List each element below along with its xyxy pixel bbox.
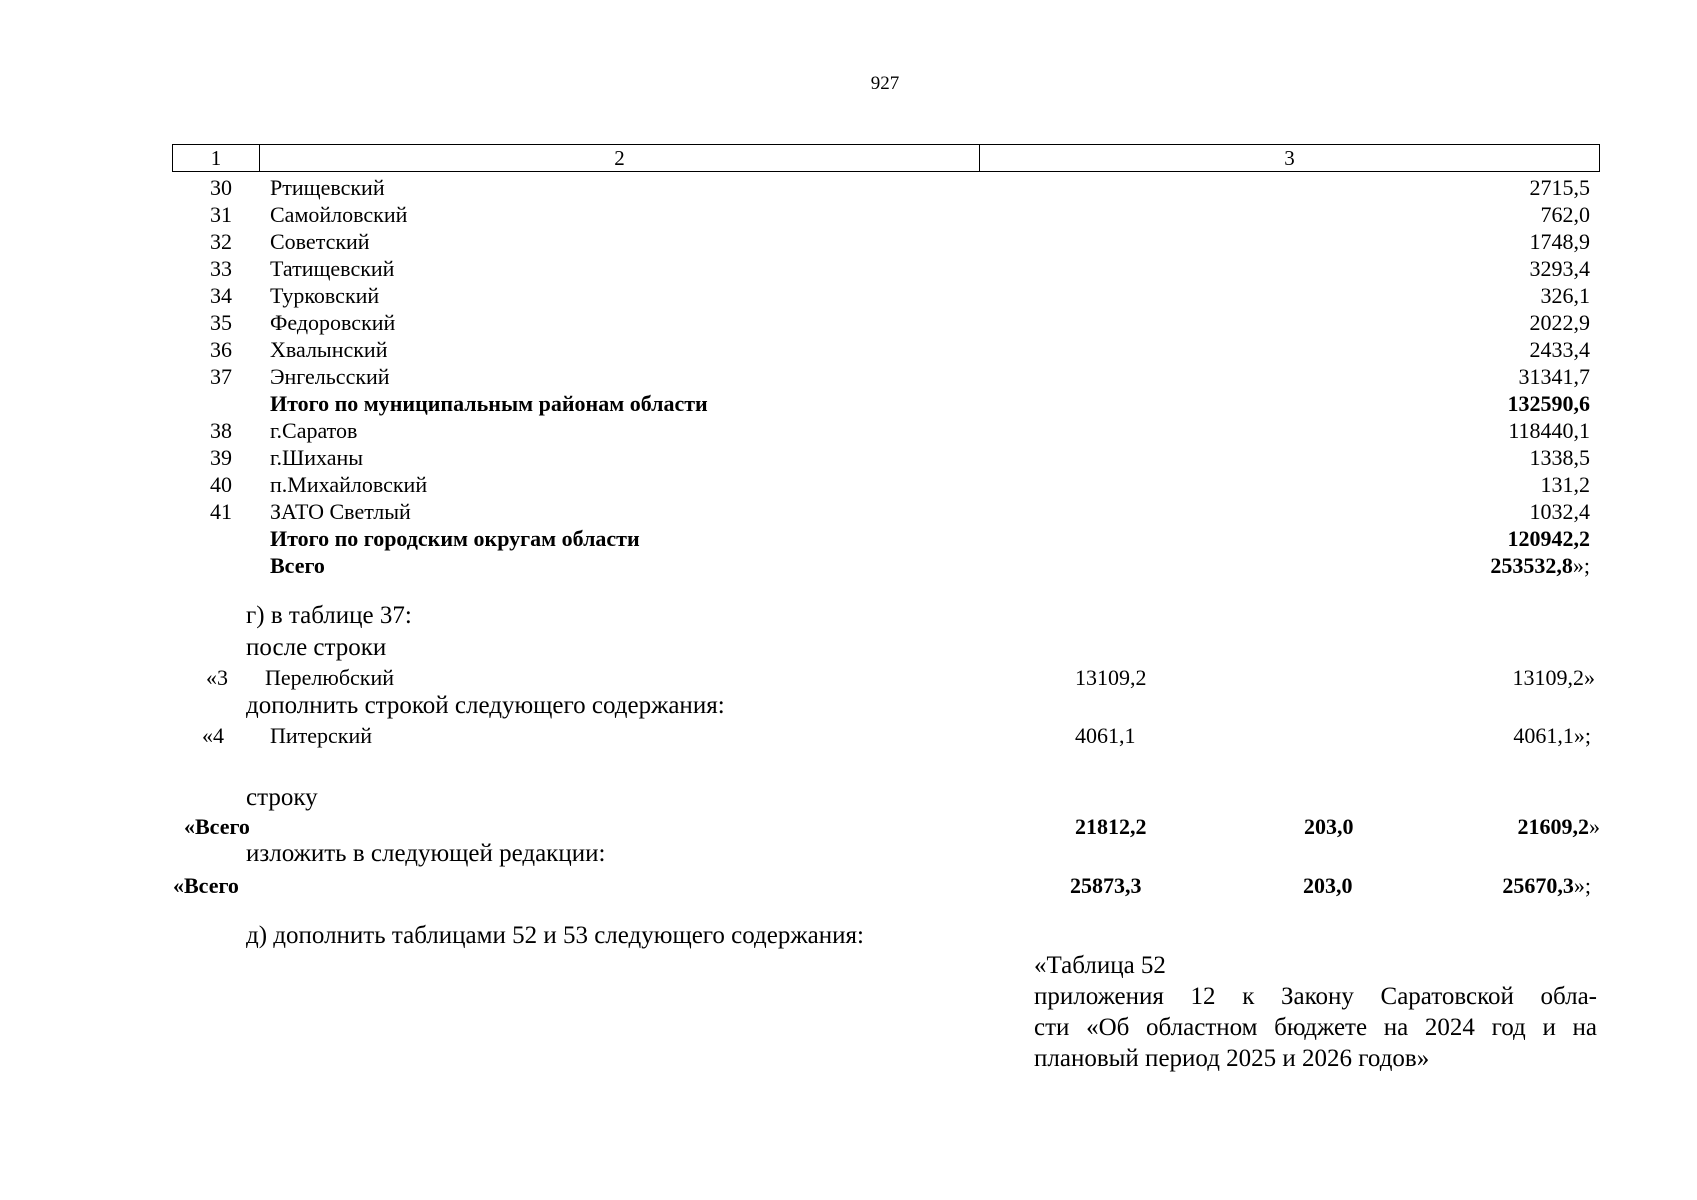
- piter-num: «4: [202, 723, 224, 748]
- header-col-2: 2: [260, 145, 980, 171]
- row-name: ЗАТО Светлый: [270, 499, 411, 524]
- row-value: 132590,6: [1507, 391, 1590, 416]
- header-col-3: 3: [1284, 145, 1295, 170]
- row-value: 2022,9: [1529, 310, 1590, 335]
- after-row-label: после строки: [246, 634, 387, 661]
- row-value: 2715,5: [1529, 175, 1590, 200]
- row-value: 1032,4: [1529, 499, 1590, 524]
- perelyub-col3: 13109,2: [1075, 665, 1147, 690]
- old-total-col5: 21609,2»: [1517, 814, 1600, 839]
- row-value: 762,0: [1540, 202, 1590, 227]
- row-number: 31: [210, 202, 232, 227]
- ref-line-2: сти «Об областном бюджете на 2024 год и на: [1034, 1014, 1597, 1041]
- row-number: 38: [210, 418, 232, 443]
- ref-line-1: приложения 12 к Закону Саратовской обла-: [1034, 983, 1597, 1010]
- table-row: [172, 228, 1590, 255]
- ref-title: «Таблица 52: [1034, 952, 1166, 979]
- closing-quote: »;: [1572, 553, 1590, 578]
- table-row: [172, 282, 1590, 309]
- section-d-heading: д) дополнить таблицами 52 и 53 следующего содержания:: [246, 922, 864, 949]
- row-name: п.Михайловский: [270, 472, 428, 497]
- table-row: [172, 552, 1590, 579]
- header-col-1: 1: [173, 145, 260, 171]
- row-number: 35: [210, 310, 232, 335]
- table-header: [172, 144, 1600, 172]
- row-name: Хвалынский: [270, 337, 388, 362]
- row-name: г.Шиханы: [270, 445, 364, 470]
- section-g-heading: г) в таблице 37:: [246, 602, 412, 629]
- perelyub-name: Перелюбский: [265, 665, 395, 690]
- old-total-label: «Всего: [184, 814, 250, 839]
- piter-col5: 4061,1»;: [1513, 723, 1591, 748]
- row-number: 37: [210, 364, 232, 389]
- row-name: г.Саратов: [270, 418, 358, 443]
- row-value: 31341,7: [1518, 364, 1590, 389]
- table-row: [172, 363, 1590, 390]
- add-row-label: дополнить строкой следующего содержания:: [246, 692, 725, 719]
- table-52-reference: [1034, 950, 1597, 1074]
- new-total-col4: 203,0: [1303, 873, 1353, 898]
- row-name: Советский: [270, 229, 370, 254]
- row-number: 30: [210, 175, 232, 200]
- table-row: [172, 390, 1590, 417]
- row-value: 118440,1: [1508, 418, 1590, 443]
- old-total-col3: 21812,2: [1075, 814, 1147, 839]
- table-row: [172, 525, 1590, 552]
- row-name: Турковский: [270, 283, 380, 308]
- table-row: [172, 471, 1590, 498]
- row-number: 36: [210, 337, 232, 362]
- table-row: [172, 444, 1590, 471]
- row-number: 34: [210, 283, 232, 308]
- row-value: 2433,4: [1529, 337, 1590, 362]
- ref-line-3: плановый период 2025 и 2026 годов»: [1034, 1045, 1430, 1072]
- row-name: Всего: [270, 553, 325, 578]
- table-row: [172, 201, 1590, 228]
- row-label: строку: [246, 784, 318, 811]
- table-row: [172, 498, 1590, 525]
- new-total-col5: 25670,3»;: [1502, 873, 1591, 898]
- row-name: Самойловский: [270, 202, 408, 227]
- row-value: 326,1: [1540, 283, 1590, 308]
- row-value: 1748,9: [1529, 229, 1590, 254]
- piter-col3: 4061,1: [1075, 723, 1136, 748]
- row-value: 253532,8»;: [1490, 553, 1590, 578]
- table-row: [172, 336, 1590, 363]
- perelyub-num: «3: [206, 665, 228, 690]
- row-name: Итого по муниципальным районам области: [270, 391, 708, 416]
- row-value: 120942,2: [1507, 526, 1590, 551]
- table-row: [172, 309, 1590, 336]
- table-row: [172, 174, 1590, 201]
- row-number: 33: [210, 256, 232, 281]
- row-value: 3293,4: [1529, 256, 1590, 281]
- new-edition-label: изложить в следующей редакции:: [246, 840, 606, 867]
- table-row: [172, 255, 1590, 282]
- piter-name: Питерский: [270, 723, 373, 748]
- row-name: Энгельсский: [270, 364, 390, 389]
- perelyub-col5: 13109,2»: [1512, 665, 1595, 690]
- table-row: [172, 417, 1590, 444]
- new-total-col3: 25873,3: [1070, 873, 1142, 898]
- row-name: Итого по городским округам области: [270, 526, 640, 551]
- row-value: 1338,5: [1529, 445, 1590, 470]
- row-number: 32: [210, 229, 232, 254]
- row-name: Ртищевский: [270, 175, 385, 200]
- row-name: Федоровский: [270, 310, 396, 335]
- row-value: 131,2: [1540, 472, 1590, 497]
- new-total-label: «Всего: [173, 873, 239, 898]
- row-name: Татищевский: [270, 256, 395, 281]
- row-number: 41: [210, 499, 232, 524]
- row-number: 39: [210, 445, 232, 470]
- row-number: 40: [210, 472, 232, 497]
- page-number: 927: [870, 73, 900, 94]
- old-total-col4: 203,0: [1304, 814, 1354, 839]
